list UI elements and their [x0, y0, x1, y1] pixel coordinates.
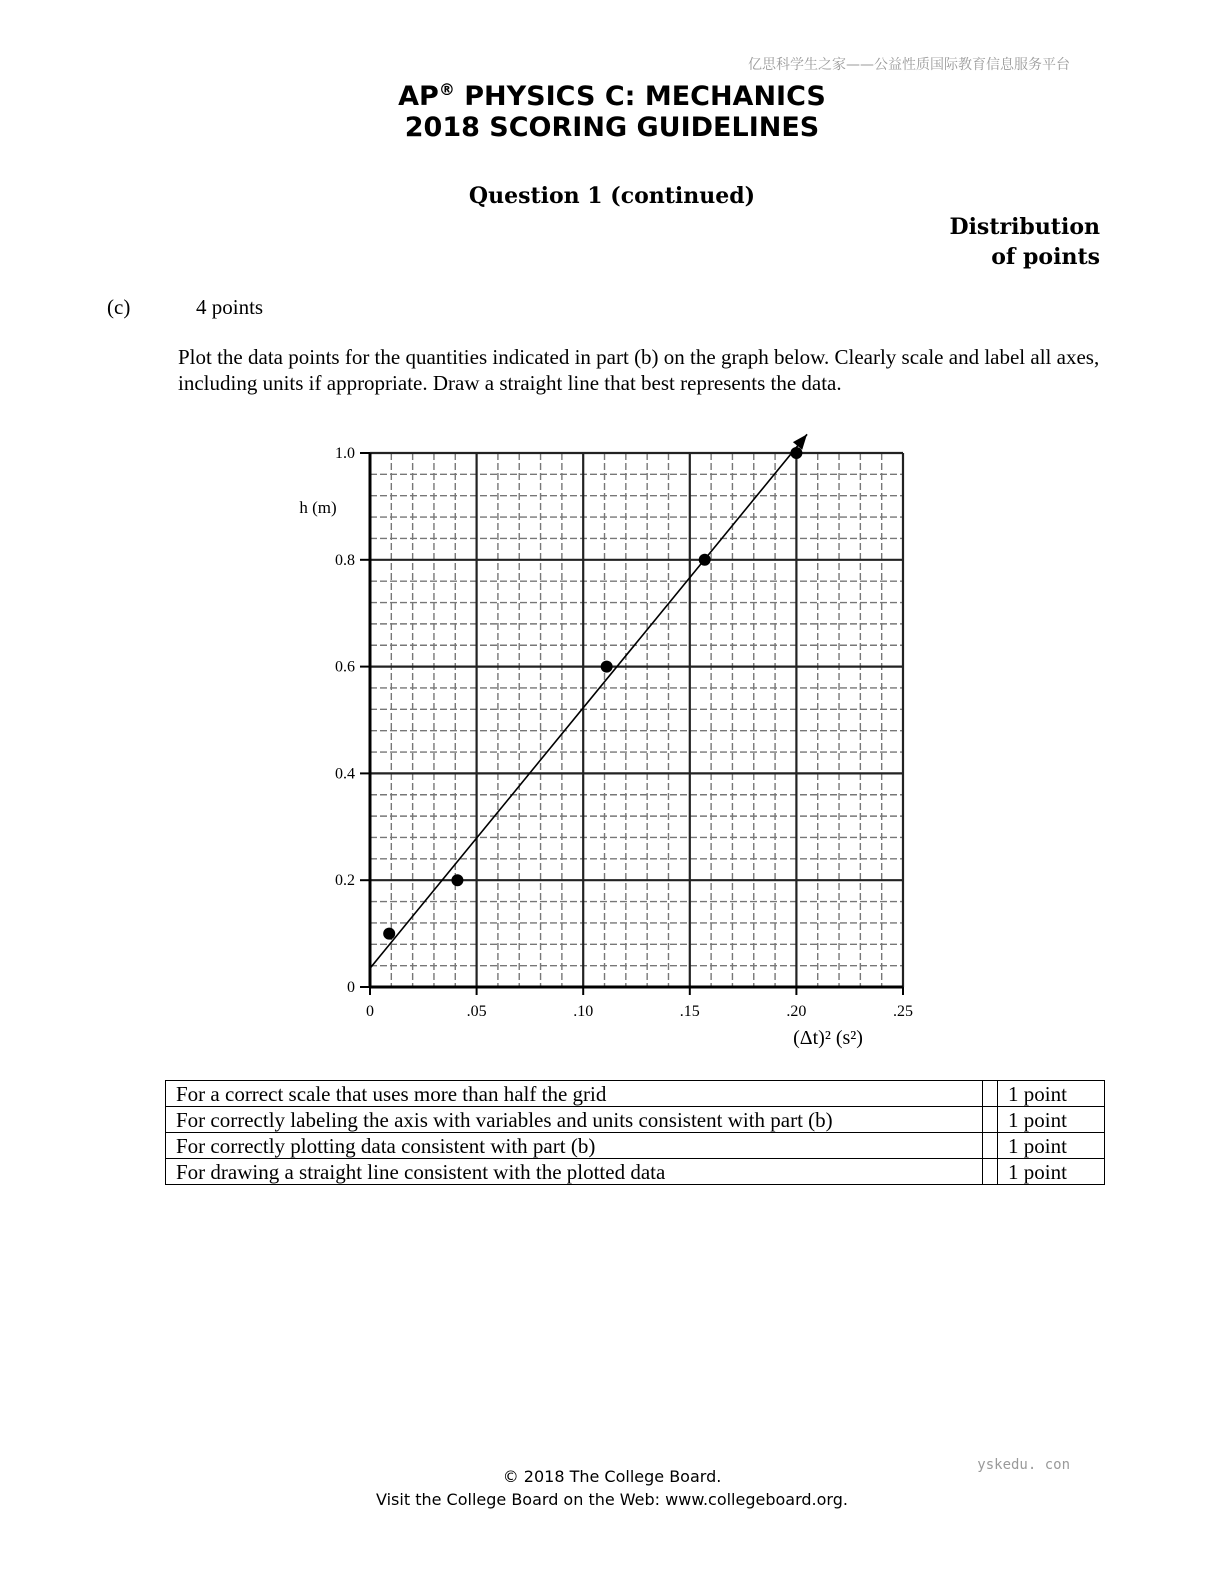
y-tick-label: 0.4 [335, 765, 355, 783]
data-point [790, 447, 802, 459]
rubric-points: 1 point [998, 1159, 1105, 1185]
data-point [451, 874, 463, 886]
data-point [601, 661, 613, 673]
x-tick-label: .25 [893, 1003, 913, 1020]
rubric-points: 1 point [998, 1107, 1105, 1133]
question-title: Question 1 (continued) [468, 183, 756, 209]
grid-minor [370, 453, 903, 987]
y-tick-label: 1.0 [335, 445, 355, 462]
title-subject: PHYSICS C: MECHANICS [454, 81, 826, 112]
rubric-criterion: For drawing a straight line consistent with the plotted data [166, 1159, 983, 1185]
scatter-chart [280, 425, 930, 1065]
footer-copyright: © 2018 The College Board. [502, 1467, 722, 1486]
y-axis-label: h (m) [299, 498, 337, 517]
x-tick-label: .10 [573, 1003, 594, 1020]
y-tick-label: 0.6 [335, 658, 355, 676]
part-label: (c) [107, 295, 131, 319]
part-points: 4 points [196, 295, 264, 319]
rubric-spacer [983, 1133, 998, 1159]
grid-major [370, 453, 903, 987]
distribution-heading [900, 212, 1100, 272]
best-fit-line [370, 434, 807, 968]
rubric-criterion: For correctly plotting data consistent with part (b) [166, 1133, 983, 1159]
rubric-spacer [983, 1107, 998, 1133]
title-ap: AP [398, 81, 439, 112]
rubric-spacer [983, 1159, 998, 1185]
rubric-spacer [983, 1081, 998, 1107]
data-point [383, 928, 395, 940]
x-tick-label: .05 [466, 1003, 487, 1020]
data-point [699, 554, 711, 566]
y-tick-label: 0 [347, 979, 355, 996]
watermark-bottom: yskedu. con [977, 1457, 1070, 1473]
x-axis-label: (Δt)² (s²) [793, 1027, 863, 1049]
x-tick-label: .15 [679, 1003, 700, 1020]
rubric-points: 1 point [998, 1133, 1105, 1159]
rubric-row [166, 1133, 1105, 1159]
distribution-line2: of points [991, 244, 1100, 270]
registered-mark: ® [438, 80, 455, 99]
data-points [383, 447, 802, 940]
rubric-points: 1 point [998, 1081, 1105, 1107]
page-title-line1 [0, 72, 1224, 115]
rubric-row [166, 1107, 1105, 1133]
x-tick-label: 0 [366, 1003, 374, 1020]
tick-labels [335, 445, 913, 1020]
rubric-table [165, 1080, 1105, 1185]
footer-website: Visit the College Board on the Web: www.collegeboard.org. [376, 1490, 848, 1509]
page-title-line2: 2018 SCORING GUIDELINES [404, 112, 820, 143]
rubric-criterion: For a correct scale that uses more than half the grid [166, 1081, 983, 1107]
rubric-row [166, 1159, 1105, 1185]
rubric-row [166, 1081, 1105, 1107]
y-tick-label: 0.2 [335, 872, 355, 890]
axes [369, 453, 903, 988]
rubric-criterion: For correctly labeling the axis with variables and units consistent with part (b) [166, 1107, 983, 1133]
distribution-line1: Distribution [949, 214, 1100, 240]
y-tick-label: 0.8 [335, 551, 355, 569]
instructions: Plot the data points for the quantities indicated in part (b) on the graph below. Clearly scale and label all axes, including units if appropriate. Draw a straight line that best represents the data. [178, 345, 1100, 395]
watermark-top: 亿思科学生之家——公益性质国际教育信息服务平台 [748, 57, 1070, 73]
best-fit-line-group [370, 434, 807, 968]
x-tick-label: .20 [786, 1003, 807, 1020]
